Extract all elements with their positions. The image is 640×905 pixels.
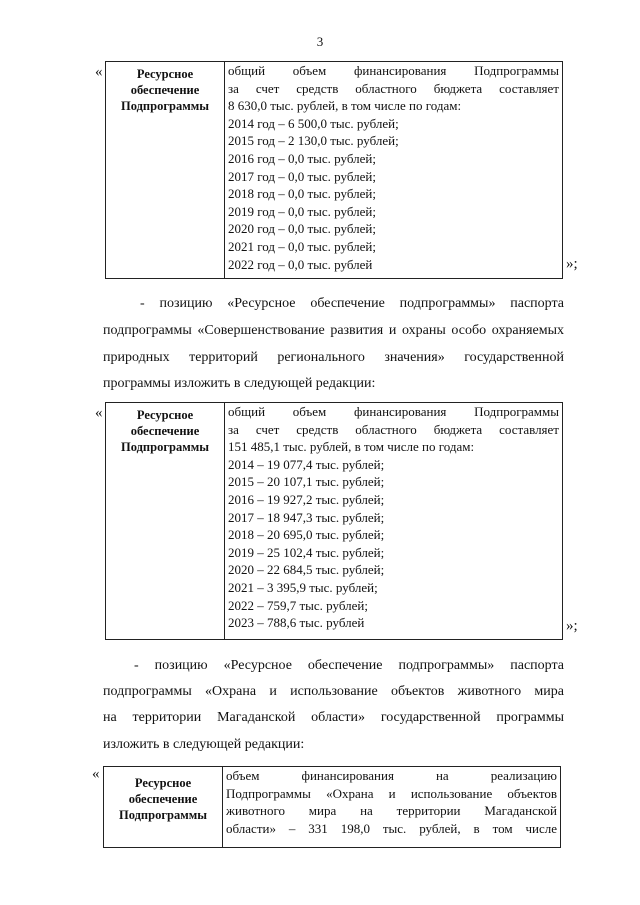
text-line: 2022 год – 0,0 тыс. рублей bbox=[228, 256, 373, 272]
resource-table bbox=[105, 61, 563, 279]
paragraph-line: программы изложить в следующей редакции: bbox=[103, 376, 376, 391]
text-line: 2017 – 18 947,3 тыс. рублей; bbox=[228, 509, 385, 525]
text-line: 2019 – 25 102,4 тыс. рублей; bbox=[228, 544, 385, 560]
paragraph-line: на территории Магаданской области» государственной программы bbox=[103, 710, 564, 725]
table-label-cell: Ресурсное обеспечение Подпрограммы bbox=[106, 403, 225, 640]
text-line: 2020 год – 0,0 тыс. рублей; bbox=[228, 221, 376, 237]
paragraph-line: - позицию «Ресурсное обеспечение подпрограммы» паспорта bbox=[134, 658, 564, 673]
paragraph-line: подпрограммы «Совершенствование развития и охраны особо охраняемых bbox=[103, 323, 564, 338]
paragraph-line: - позицию «Ресурсное обеспечение подпрограммы» паспорта bbox=[140, 296, 564, 311]
text-line: за счет средств областного бюджета составляет bbox=[228, 421, 559, 437]
table-label-cell: Ресурсное обеспечение Подпрограммы bbox=[106, 62, 225, 279]
opening-quote: « bbox=[95, 405, 103, 421]
text-line: 2014 год – 6 500,0 тыс. рублей; bbox=[228, 115, 399, 131]
text-line: области» – 331 198,0 тыс. рублей, в том числе bbox=[226, 820, 557, 836]
text-line: общий объем финансирования Подпрограммы bbox=[228, 63, 559, 78]
text-line: объем финансирования на реализацию bbox=[226, 768, 557, 783]
text-line: общий объем финансирования Подпрограммы bbox=[228, 404, 559, 419]
closing-quote: »; bbox=[566, 618, 578, 634]
table-value-cell bbox=[225, 62, 563, 279]
paragraph-line: природных территорий регионального значения» государственной bbox=[103, 350, 564, 365]
text-line: 8 630,0 тыс. рублей, в том числе по годам: bbox=[228, 98, 462, 114]
text-line: 2015 – 20 107,1 тыс. рублей; bbox=[228, 474, 385, 490]
closing-quote: »; bbox=[566, 256, 578, 272]
table-label-cell: Ресурсное обеспечение Подпрограммы bbox=[104, 767, 223, 848]
page-number: 3 bbox=[316, 34, 324, 49]
text-line: 2018 год – 0,0 тыс. рублей; bbox=[228, 186, 376, 202]
paragraph-line: изложить в следующей редакции: bbox=[103, 737, 305, 752]
text-line: 2016 – 19 927,2 тыс. рублей; bbox=[228, 491, 385, 507]
text-line: за счет средств областного бюджета составляет bbox=[228, 80, 559, 96]
table-value-cell bbox=[225, 403, 563, 640]
paragraph-line: подпрограммы «Охрана и использование объектов животного мира bbox=[103, 684, 564, 699]
text-line: животного мира на территории Магаданской bbox=[226, 803, 557, 819]
text-line: 2018 – 20 695,0 тыс. рублей; bbox=[228, 527, 385, 543]
text-line: 2023 – 788,6 тыс. рублей bbox=[228, 615, 365, 631]
text-line: 2017 год – 0,0 тыс. рублей; bbox=[228, 168, 376, 184]
table-value-cell bbox=[223, 767, 561, 848]
text-line: 2022 – 759,7 тыс. рублей; bbox=[228, 597, 368, 613]
text-line: 151 485,1 тыс. рублей, в том числе по годам: bbox=[228, 439, 475, 455]
text-line: 2014 – 19 077,4 тыс. рублей; bbox=[228, 456, 385, 472]
opening-quote: « bbox=[92, 766, 100, 782]
text-line: 2015 год – 2 130,0 тыс. рублей; bbox=[228, 133, 399, 149]
text-line: 2020 – 22 684,5 тыс. рублей; bbox=[228, 562, 385, 578]
text-line: 2016 год – 0,0 тыс. рублей; bbox=[228, 150, 376, 166]
text-line: 2019 год – 0,0 тыс. рублей; bbox=[228, 203, 376, 219]
text-line: 2021 год – 0,0 тыс. рублей; bbox=[228, 238, 376, 254]
resource-table bbox=[105, 402, 563, 640]
text-line: 2021 – 3 395,9 тыс. рублей; bbox=[228, 579, 378, 595]
text-line: Подпрограммы «Охрана и использование объектов bbox=[226, 785, 557, 801]
resource-table bbox=[103, 766, 561, 848]
opening-quote: « bbox=[95, 64, 103, 80]
